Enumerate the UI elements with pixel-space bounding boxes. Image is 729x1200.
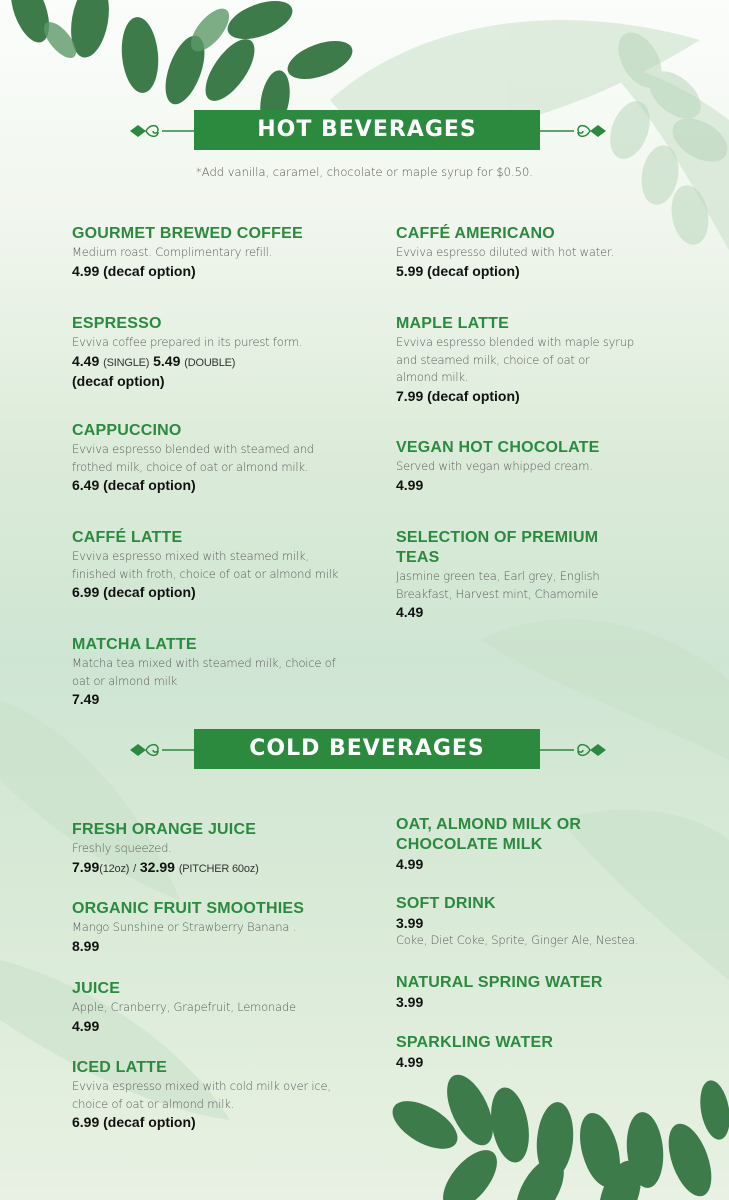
- item-name: MATCHA LATTE: [72, 636, 197, 653]
- item-price: 7.99 (decaf option): [396, 387, 520, 404]
- item-description: Apple, Cranberry, Grapefruit, Lemonade: [72, 1000, 296, 1014]
- item-name: CAFFÉ AMERICANO: [396, 225, 555, 242]
- cold-beverages-header: [0, 729, 729, 771]
- item-price: 6.49 (decaf option): [72, 477, 196, 493]
- item-name: SPARKLING WATER: [396, 1034, 554, 1051]
- item-name: ICED LATTE: [72, 1059, 168, 1076]
- item-description-line: Jasmine green tea, Earl grey, English: [396, 569, 600, 583]
- item-description-line: Matcha tea mixed with steamed milk, choice of: [72, 656, 336, 670]
- item-price: 4.99: [72, 1017, 100, 1034]
- price-pitcher-label: (PITCHER 60oz): [178, 862, 259, 875]
- item-price: 6.99 (decaf option): [72, 584, 196, 600]
- item-price: 5.99 (decaf option): [396, 262, 520, 279]
- menu-item: [72, 224, 352, 280]
- cold-beverages-title: COLD BEVERAGES: [194, 729, 540, 769]
- price-12oz-label: (12oz): [99, 862, 130, 875]
- item-description-line: Evviva espresso mixed with steamed milk,: [72, 549, 309, 563]
- menu-item: [72, 899, 372, 955]
- menu-item: [396, 438, 676, 494]
- item-price: 4.99: [396, 856, 424, 872]
- price-single-label: (SINGLE): [103, 356, 150, 369]
- menu-item: [72, 421, 372, 494]
- item-price: 6.99 (decaf option): [72, 1114, 196, 1130]
- item-name: GOURMET BREWED COFFEE: [72, 225, 303, 242]
- menu-item: [396, 973, 676, 1011]
- item-description-line: Evviva espresso blended with steamed and: [72, 442, 314, 456]
- item-description-line: frothed milk, choice of oat or almond milk.: [72, 459, 309, 474]
- price-separator: /: [133, 862, 136, 875]
- item-description: Coke, Diet Coke, Sprite, Ginger Ale, Nestea.: [396, 933, 639, 947]
- item-description: Served with vegan whipped cream.: [396, 459, 593, 473]
- item-price: [72, 858, 372, 878]
- item-price: 8.99: [72, 937, 100, 954]
- item-price: 4.99 (decaf option): [72, 262, 196, 279]
- item-name: OAT, ALMOND MILK OR: [396, 816, 582, 833]
- price-double: 5.49: [153, 352, 181, 369]
- menu-item: [396, 815, 676, 873]
- item-description: Evviva espresso diluted with hot water.: [396, 245, 614, 259]
- item-name: TEAS: [396, 549, 440, 566]
- item-description-line: almond milk.: [396, 370, 469, 384]
- flourish-right-icon: [538, 739, 608, 761]
- menu-item: [396, 894, 696, 950]
- item-description-line: Breakfast, Harvest mint, Chamomile: [396, 586, 599, 601]
- hot-beverages-title: HOT BEVERAGES: [194, 110, 540, 150]
- item-name: FRESH ORANGE JUICE: [72, 821, 257, 838]
- menu-item: [396, 528, 696, 621]
- item-description-line: and steamed milk, choice of oat or: [396, 352, 590, 367]
- flourish-left-icon: [128, 120, 198, 142]
- item-name: CHOCOLATE MILK: [396, 836, 543, 853]
- price-single: 4.49: [72, 352, 100, 369]
- hot-beverages-header: [0, 110, 729, 152]
- item-description-line: Evviva espresso mixed with cold milk over ice,: [72, 1079, 331, 1093]
- menu-item: [72, 979, 372, 1035]
- price-12oz: 7.99: [72, 858, 100, 875]
- item-name: JUICE: [72, 980, 121, 997]
- item-price: 4.99: [396, 476, 424, 493]
- menu-item: [72, 1058, 372, 1131]
- menu-item: [396, 314, 696, 405]
- menu-item: [72, 820, 372, 878]
- item-description-line: finished with froth, choice of oat or almond milk: [72, 566, 339, 581]
- menu-item: [72, 314, 352, 390]
- item-price: [72, 352, 352, 372]
- item-name: MAPLE LATTE: [396, 315, 510, 332]
- item-name: VEGAN HOT CHOCOLATE: [396, 439, 600, 456]
- item-name: CAFFÉ LATTE: [72, 529, 183, 546]
- item-price: 3.99: [396, 915, 424, 931]
- menu-item: [396, 1033, 676, 1071]
- item-price: 7.49: [72, 691, 100, 707]
- item-price: 4.49: [396, 604, 424, 620]
- price-double-label: (DOUBLE): [184, 356, 236, 369]
- flourish-right-icon: [538, 120, 608, 142]
- item-name: NATURAL SPRING WATER: [396, 974, 603, 991]
- item-description: Evviva coffee prepared in its purest form.: [72, 335, 303, 349]
- item-name: ESPRESSO: [72, 315, 162, 332]
- item-name: ORGANIC FRUIT SMOOTHIES: [72, 900, 305, 917]
- item-description-line: oat or almond milk: [72, 673, 178, 688]
- item-description: Medium roast. Complimentary refill.: [72, 245, 273, 259]
- menu-item: [72, 635, 372, 708]
- price-pitcher: 32.99: [139, 858, 175, 875]
- menu-item: [72, 528, 372, 601]
- syrup-note: *Add vanilla, caramel, chocolate or maple syrup for $0.50.: [196, 165, 533, 179]
- item-name: SOFT DRINK: [396, 895, 496, 912]
- item-description-line: Evviva espresso blended with maple syrup: [396, 335, 635, 349]
- item-description: Freshly squeezed.: [72, 841, 172, 855]
- flourish-left-icon: [128, 739, 198, 761]
- item-price: 3.99: [396, 994, 424, 1010]
- item-name: SELECTION OF PREMIUM: [396, 529, 599, 546]
- item-description-line: choice of oat or almond milk.: [72, 1096, 235, 1111]
- item-description: Mango Sunshine or Strawberry Banana .: [72, 920, 297, 934]
- menu-item: [396, 224, 676, 280]
- item-price: 4.99: [396, 1054, 424, 1070]
- decaf-option: (decaf option): [72, 372, 165, 389]
- item-name: CAPPUCCINO: [72, 422, 182, 439]
